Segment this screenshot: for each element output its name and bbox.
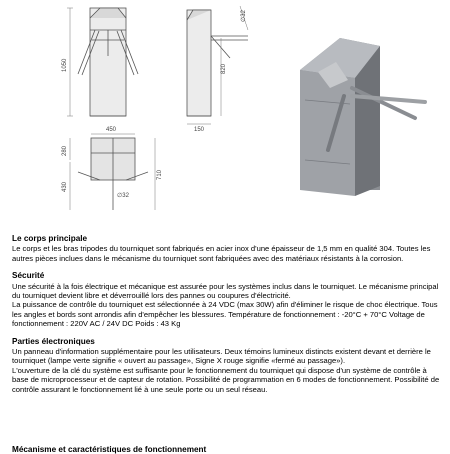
- paragraph: L'ouverture de la clé du système est suffisante pour le fonctionnement du tourniquet qui dispose d'un système de contrôle à base de microprocesseur et de capteur de rotation. Possibilité de programmation en 6 modes de fonctionnement. Possibilité de contrôle assurant le fonctionnement lié à une seule porte ou un seul réseau.: [12, 365, 440, 394]
- section-body-electronique: [12, 347, 440, 394]
- side-view-drawing: [187, 6, 248, 124]
- section-title-mecanisme: Mécanisme et caractéristiques de fonctionnement: [12, 445, 207, 454]
- top-right-dim: 710: [157, 169, 163, 180]
- top-view-drawing: [70, 134, 155, 210]
- section-title-securite: Sécurité: [12, 271, 45, 281]
- top-diameter-dim: ∅32: [117, 193, 129, 199]
- paragraph: Une sécurité à la fois électrique et mécanique est assurée pour les systèmes inclus dans le tourniquet. Le mécanisme principal du tourniquet devient libre et déverrouillé lors des pannes ou coupures d'électricité.: [12, 281, 439, 301]
- section-title-corps: Le corps principale: [12, 234, 88, 243]
- paragraph: Un panneau d'information supplémentaire pour les utilisateurs. Deux témoins lumineux distincts existent devant et derrière le tourniquet (lampe verte signifie « ouvert au passage», Signe X rouge signifie «fermé au passage»).: [12, 347, 431, 366]
- section-title-electronique: Parties électroniques: [12, 336, 95, 346]
- description-text: [12, 234, 440, 402]
- top-width-dim: 450: [106, 127, 117, 133]
- side-height-dim: 820: [221, 63, 227, 74]
- front-height-dim: 1050: [62, 58, 68, 72]
- paragraph: La puissance de contrôle du tourniquet est sélectionnée à 24 VDC (max 30W) afin d'éliminer le risque de choc électrique. Tous les angles et bords sont arrondis afin d'empêcher les blessures. Température de fonctionnement : -20°C + 70°C Voltage de fonctionnement : 220V AC / 24V DC Poids : 43 Kg: [12, 300, 438, 329]
- top-left-dim-b: 430: [62, 181, 68, 192]
- paragraph: Le corps et les bras tripodes du tourniquet sont fabriqués en acier inox d'une épaisseur de 1,5 mm en qualité 304. Toutes les autres pièces inclues dans le mécanisme du tourniquet sont fabriquées avec des matériaux résistants à la corrosion.: [12, 244, 431, 263]
- turnstile-3d-render: [300, 38, 425, 196]
- side-diameter-dim: ∅32: [241, 10, 247, 22]
- top-left-dim-a: 280: [62, 145, 68, 156]
- section-body-corps: [12, 244, 440, 263]
- front-view-drawing: [67, 8, 138, 116]
- section-body-securite: [12, 282, 440, 329]
- side-depth-dim: 150: [194, 127, 205, 133]
